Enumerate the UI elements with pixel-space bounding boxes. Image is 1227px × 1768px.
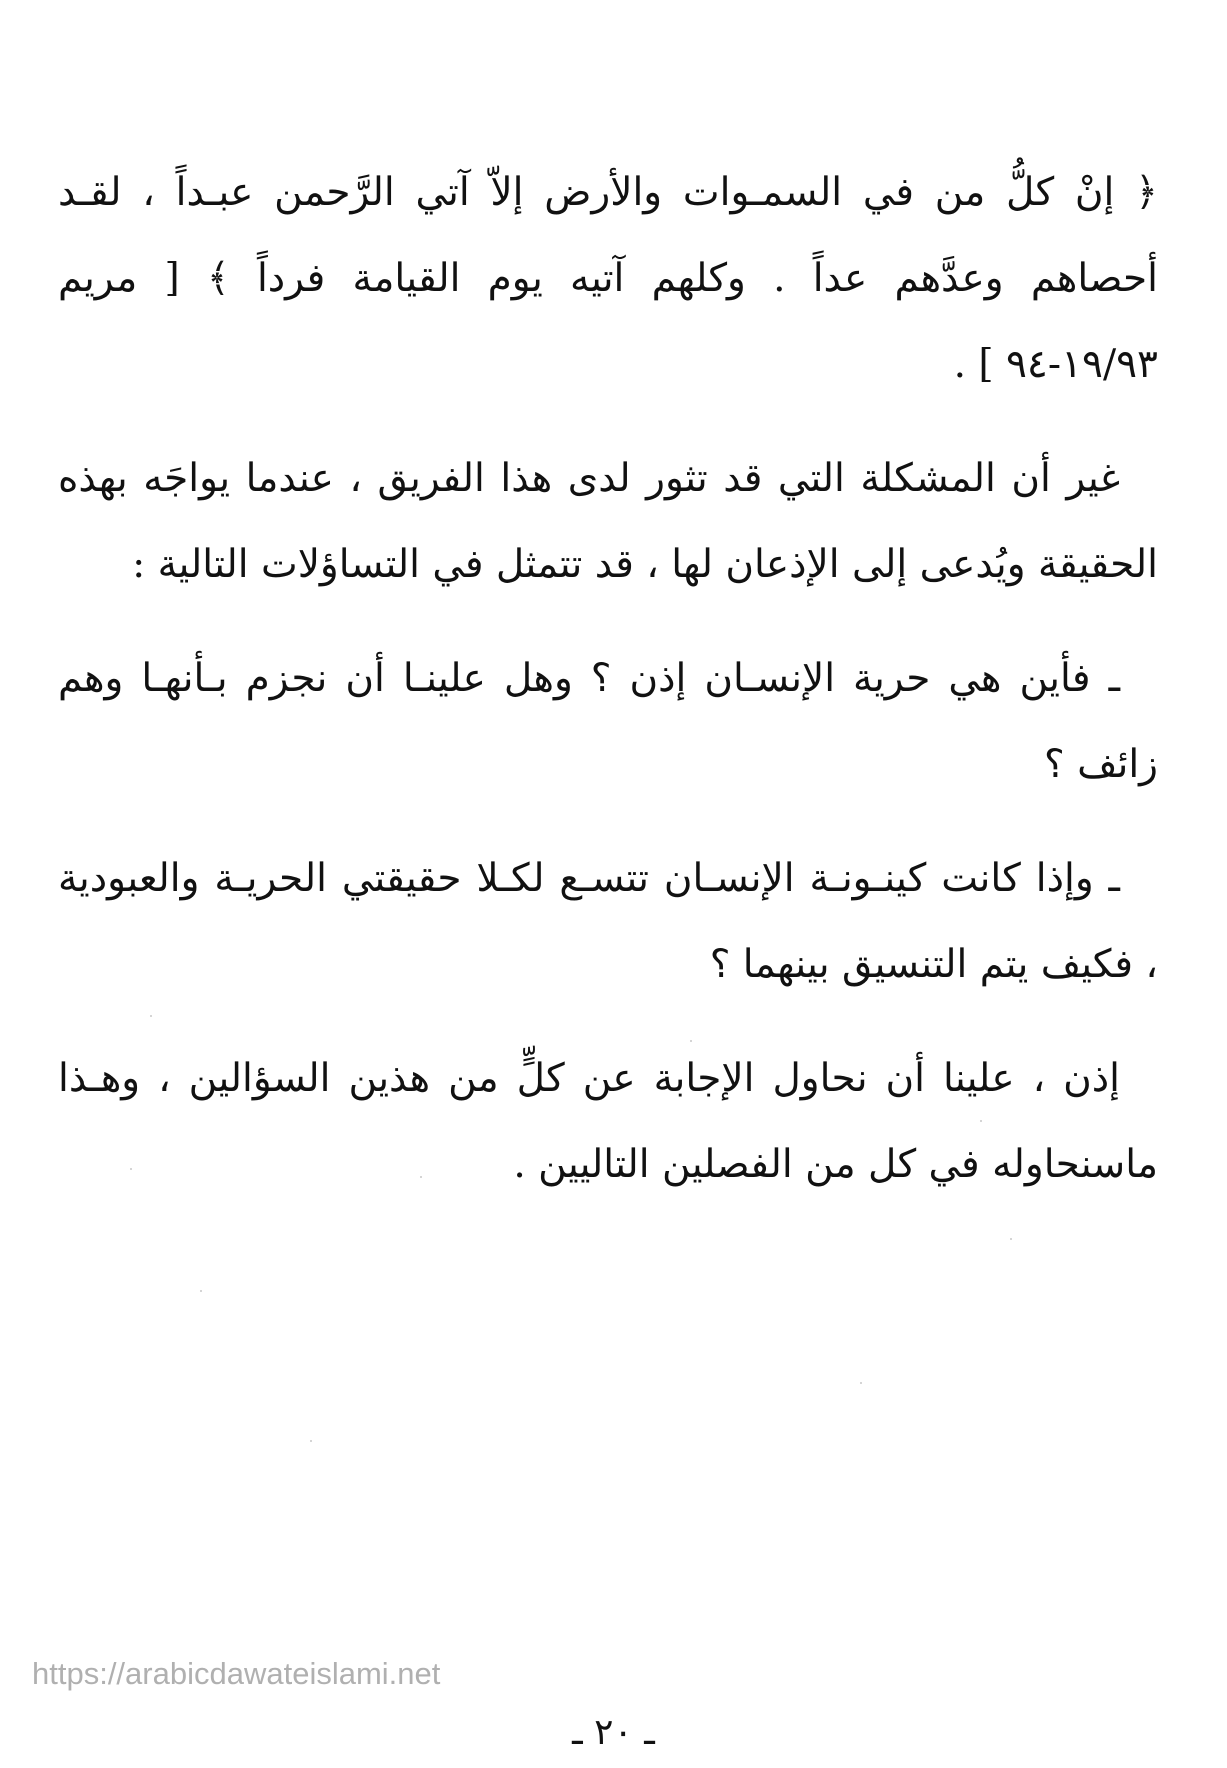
question-paragraph-coordination: ـ وإذا كانت كينـونـة الإنسـان تتسـع لكـلا حقيقتي الحريـة والعبودية ، فكيف يتم التنسيق بينهما ؟ bbox=[58, 856, 1158, 987]
website-watermark: https://arabicdawateislami.net bbox=[32, 1656, 441, 1691]
question-paragraph-freedom: ـ فأين هي حرية الإنسـان إذن ؟ وهل علينـا أن نجزم بـأنهـا وهم زائف ؟ bbox=[58, 656, 1158, 787]
page-body bbox=[58, 150, 1158, 1236]
body-paragraph-conclusion: إذن ، علينا أن نحاول الإجابة عن كلٍّ من هذين السؤالين ، وهـذا ماسنحاوله في كل من الفصلين التاليين . bbox=[58, 1056, 1158, 1187]
quran-verse-paragraph: ﴿ إنْ كلُّ من في السمـوات والأرض إلاّ آتي الرَّحمن عبـداً ، لقـد أحصاهم وعدَّهم عداً . وكلهم آتيه يوم القيامة فرداً ﴾ [ مريم ١٩/٩٣-٩٤ ] . bbox=[58, 170, 1158, 387]
body-paragraph-problem: غير أن المشكلة التي قد تثور لدى هذا الفريق ، عندما يواجَه بهذه الحقيقة ويُدعى إلى الإذعان لها ، قد تتمثل في التساؤلات التالية : bbox=[58, 456, 1158, 587]
page-number: ـ ٢٠ ـ bbox=[572, 1712, 655, 1753]
